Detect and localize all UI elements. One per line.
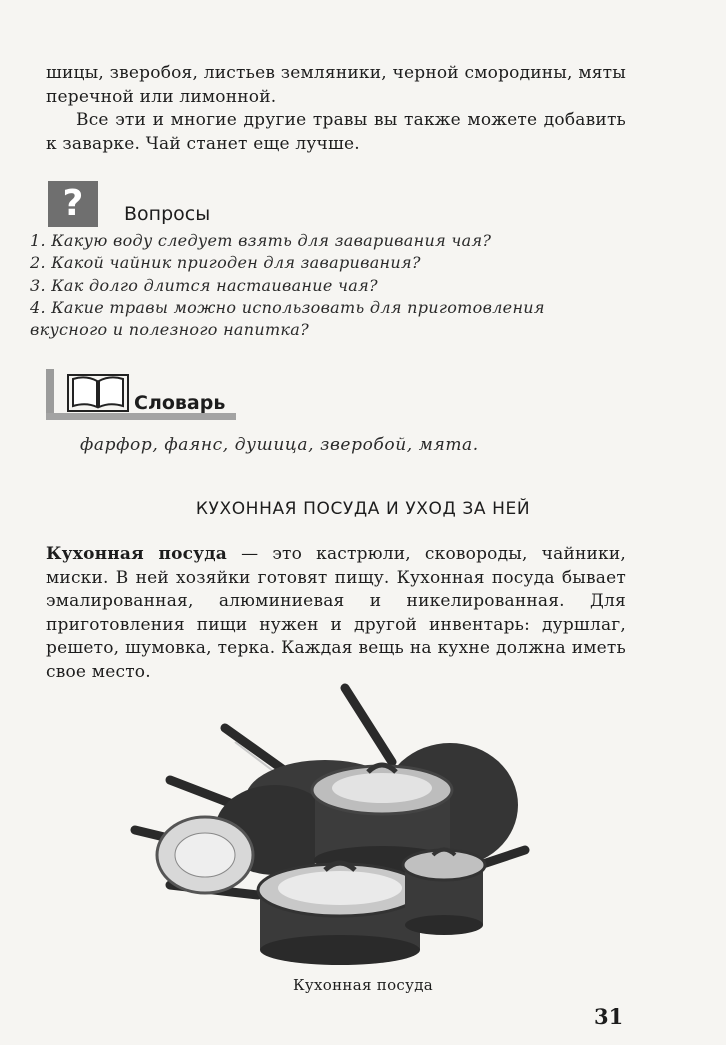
paragraph-1: шицы, зверобоя, листьев земляники, черной смородины, мяты перечной или лимонной. — [46, 63, 626, 107]
question-item: 4. Какие травы можно использовать для приготовления вкусного и полезного напитка? — [30, 297, 545, 340]
dictionary-underline — [46, 413, 236, 420]
paragraph-3 — [46, 543, 626, 684]
question-item: 2. Какой чайник пригоден для заваривания? — [30, 253, 421, 273]
dictionary-title: Словарь — [134, 392, 226, 414]
paragraph-3-text: — это кастрюли, сковороды, чайники, миски. В ней хозяйки готовят пищу. Кухонная посуда бывает эмалированная, алюминиевая и никелированная. Для приготовления пищи нужен и другой инвентарь: дуршлаг, решето, шумовка, терка. Каждая вещь на кухне должна иметь свое место. — [46, 544, 626, 682]
page-number: 31 — [594, 1004, 624, 1029]
term-bold: Кухонная посуда — [46, 544, 228, 564]
figure-caption: Кухонная посуда — [292, 976, 434, 994]
questions-list — [30, 230, 626, 341]
questions-title: Вопросы — [124, 203, 211, 225]
question-item: 3. Как долго длится настаивание чая? — [30, 275, 378, 295]
cookware-illustration — [130, 680, 530, 975]
paragraph-2: Все эти и многие другие травы вы также можете добавить к заварке. Чай станет еще лучше. — [46, 110, 626, 154]
section-title: КУХОННАЯ ПОСУДА И УХОД ЗА НЕЙ — [195, 499, 531, 519]
dictionary-bar — [46, 369, 54, 419]
dictionary-words: фарфор, фаянс, душица, зверобой, мята. — [80, 435, 479, 455]
dictionary-header — [46, 369, 236, 421]
question-item: 1. Какую воду следует взять для заваривания чая? — [30, 231, 492, 250]
question-icon: ? — [48, 181, 98, 227]
book-icon — [66, 373, 130, 413]
